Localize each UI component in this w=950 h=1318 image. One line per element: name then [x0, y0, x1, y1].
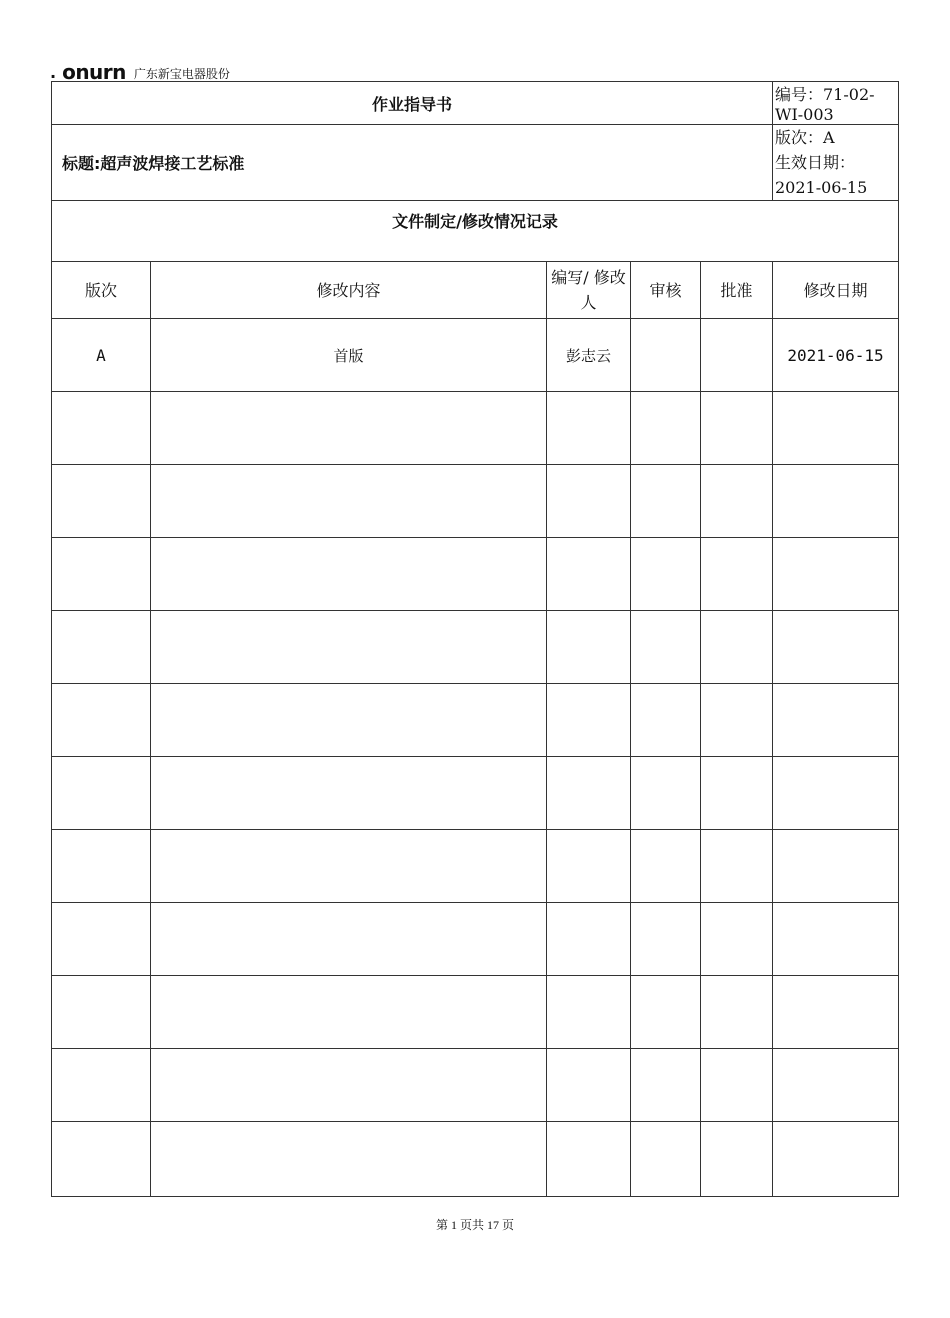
record-review-cell — [631, 976, 701, 1049]
table-row — [52, 392, 899, 465]
table-row — [52, 903, 899, 976]
record-review-cell — [631, 538, 701, 611]
document-subject: 标题:超声波焊接工艺标准 — [52, 125, 773, 201]
record-version-cell — [52, 830, 151, 903]
record-date-cell — [773, 903, 899, 976]
company-logo-line — [50, 58, 230, 82]
record-version-cell — [52, 1049, 151, 1122]
record-list — [52, 319, 899, 1197]
record-review-cell — [631, 757, 701, 830]
record-author-cell — [547, 903, 631, 976]
record-content-cell — [151, 538, 547, 611]
document-title: 作业指导书 — [52, 82, 773, 125]
record-date-cell — [773, 976, 899, 1049]
record-approve-cell — [701, 976, 773, 1049]
record-version-cell — [52, 1122, 151, 1197]
record-date-cell — [773, 830, 899, 903]
record-date-cell — [773, 1049, 899, 1122]
table-row — [52, 319, 899, 392]
record-date-cell — [773, 538, 899, 611]
table-row — [52, 976, 899, 1049]
table-row — [52, 830, 899, 903]
record-version-cell — [52, 757, 151, 830]
record-version-cell — [52, 538, 151, 611]
record-approve-cell — [701, 538, 773, 611]
record-date-cell — [773, 757, 899, 830]
record-version-cell — [52, 465, 151, 538]
record-version-cell — [52, 392, 151, 465]
column-header-version: 版次 — [52, 262, 151, 319]
record-content-cell — [151, 903, 547, 976]
record-approve-cell — [701, 830, 773, 903]
column-header-date: 修改日期 — [773, 262, 899, 319]
table-row — [52, 1049, 899, 1122]
record-date-cell — [773, 1122, 899, 1197]
record-approve-cell — [701, 611, 773, 684]
column-header-author: 编写/ 修改人 — [547, 262, 631, 319]
logo-dot: . — [50, 63, 57, 82]
record-author-cell — [547, 392, 631, 465]
column-header-content: 修改内容 — [151, 262, 547, 319]
record-approve-cell — [701, 392, 773, 465]
record-content-cell: 首版 — [151, 319, 547, 392]
record-version-cell — [52, 611, 151, 684]
record-content-cell — [151, 1049, 547, 1122]
document-code: 编号：71-02-WI-003 — [773, 82, 899, 125]
record-review-cell — [631, 903, 701, 976]
record-date-cell — [773, 684, 899, 757]
record-version-cell — [52, 684, 151, 757]
record-content-cell — [151, 757, 547, 830]
record-author-cell — [547, 1049, 631, 1122]
record-author-cell: 彭志云 — [547, 319, 631, 392]
record-review-cell — [631, 465, 701, 538]
record-content-cell — [151, 684, 547, 757]
record-date-cell: 2021-06-15 — [773, 319, 899, 392]
record-review-cell — [631, 319, 701, 392]
company-name: 广东新宝电器股份 — [133, 67, 230, 81]
record-approve-cell — [701, 1049, 773, 1122]
record-date-cell — [773, 465, 899, 538]
brand-logo: onurn — [62, 60, 126, 84]
table-row — [52, 538, 899, 611]
record-approve-cell — [701, 1122, 773, 1197]
page-number: 第 1 页共 17 页 — [435, 1218, 514, 1232]
record-content-cell — [151, 465, 547, 538]
section-title: 文件制定/修改情况记录 — [52, 201, 899, 262]
record-author-cell — [547, 976, 631, 1049]
record-approve-cell — [701, 903, 773, 976]
record-author-cell — [547, 757, 631, 830]
record-version-cell — [52, 903, 151, 976]
record-review-cell — [631, 1049, 701, 1122]
record-version-cell — [52, 976, 151, 1049]
record-review-cell — [631, 684, 701, 757]
record-author-cell — [547, 538, 631, 611]
document-table — [51, 81, 899, 1197]
table-row — [52, 1122, 899, 1197]
record-approve-cell — [701, 319, 773, 392]
record-content-cell — [151, 392, 547, 465]
record-approve-cell — [701, 684, 773, 757]
record-date-cell — [773, 392, 899, 465]
table-row — [52, 684, 899, 757]
record-author-cell — [547, 611, 631, 684]
record-review-cell — [631, 830, 701, 903]
table-row — [52, 757, 899, 830]
record-content-cell — [151, 830, 547, 903]
table-row — [52, 611, 899, 684]
document-version: 版次：A — [775, 128, 835, 147]
record-approve-cell — [701, 757, 773, 830]
version-date-cell — [773, 125, 899, 201]
record-author-cell — [547, 1122, 631, 1197]
record-version-cell: A — [52, 319, 151, 392]
column-header-review: 审核 — [631, 262, 701, 319]
record-content-cell — [151, 976, 547, 1049]
record-author-cell — [547, 830, 631, 903]
column-header-approve: 批准 — [701, 262, 773, 319]
record-author-cell — [547, 684, 631, 757]
table-row — [52, 465, 899, 538]
record-approve-cell — [701, 465, 773, 538]
effective-date: 生效日期：2021-06-15 — [775, 153, 868, 197]
record-review-cell — [631, 392, 701, 465]
record-author-cell — [547, 465, 631, 538]
record-review-cell — [631, 611, 701, 684]
record-date-cell — [773, 611, 899, 684]
record-review-cell — [631, 1122, 701, 1197]
record-content-cell — [151, 611, 547, 684]
record-content-cell — [151, 1122, 547, 1197]
